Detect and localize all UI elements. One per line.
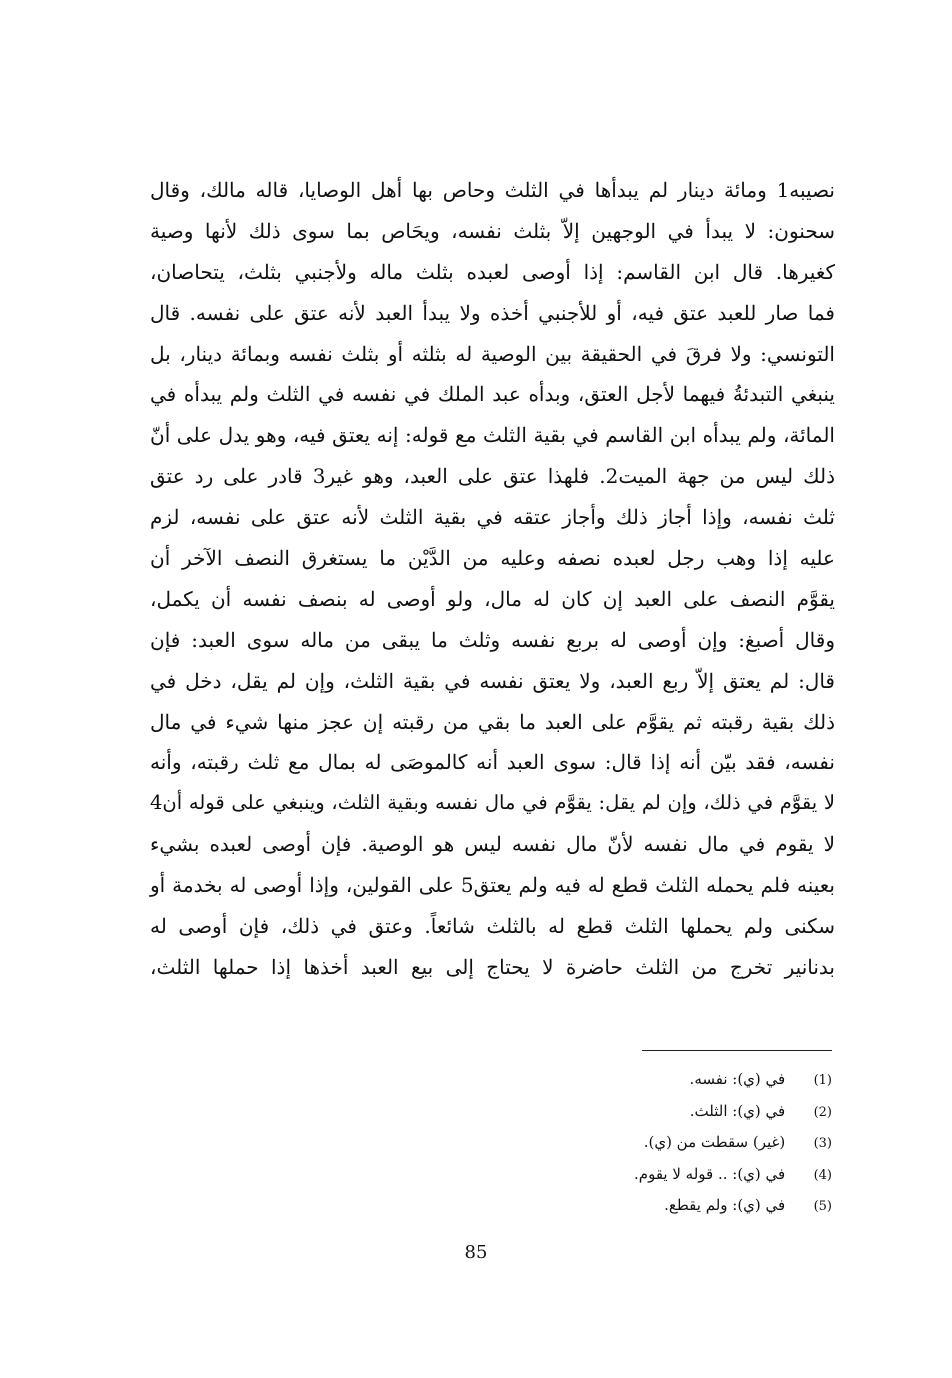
footnote-number: (5) [813,1199,832,1214]
text-line: قال: لم يعتق إلاّ ربع العبد، ولا يعتق نفسه في بقية الثلث، وإن لم يقل، دخل في [150,668,835,693]
text-line: يقوَّم النصف على العبد إن كان له مال، ولو أوصى له بنصف نفسه أن يكمل، [150,586,836,611]
footnote-item [520,1190,832,1222]
footnote-item [520,1159,832,1191]
footnote-text: في (ي): الثلث. [689,1101,786,1120]
text-line: المائة، ولم يبدأه ابن القاسم في بقية الثلث مع قوله: إنه يعتق فيه، وهو يدل على أنّ [150,423,835,448]
text-line: وقال أصبغ: وإن أوصى له بربع نفسه وثلث ما يبقى من ماله سوى العبد: فإن [150,627,835,652]
footnote-item [520,1064,832,1096]
text-line: نصيبه1 ومائة دينار لم يبدأها في الثلث وحاص بها أهل الوصايا، قاله مالك، وقال [150,178,835,202]
footnote-item [520,1127,832,1159]
footnotes-block [520,1064,832,1222]
text-line: فما صار للعبد عتق فيه، أو للأجنبي أخذه ولا يبدأ العبد لأنه عتق على نفسه. قال [150,300,835,325]
footnote-text: (غير) سقطت من (ي). [643,1133,786,1151]
footnote-item [520,1096,832,1128]
text-line: لا يقوم في مال نفسه لأنّ مال نفسه ليس هو الوصية. فإن أوصى لعبده بشيء [150,832,835,857]
text-line: سكنى ولم يحملها الثلث قطع له بالثلث شائعاً. وعتق في ذلك، فإن أوصى له [150,914,835,939]
text-line: لا يقوَّم في ذلك، وإن لم يقل: يقوَّم في مال نفسه وبقية الثلث، وينبغي على قوله أن4 [150,791,835,815]
footnote-text: في (ي): ولم يقطع. [664,1196,786,1214]
text-line: ينبغي التبدئةُ فيهما لأجل العتق، وبدأه عبد الملك في نفسه في الثلث ولم يبدأه في [150,382,835,407]
text-line: سحنون: لا يبدأ في الوجهين إلاّ بثلث نفسه، ويحَاص بما سوى ذلك لأنها وصية [150,218,835,243]
page-number: 85 [464,1242,488,1263]
text-line: ذلك ليس من جهة الميت2. فلهذا عتق على العبد، وهو غير3 قادر على رد عتق [150,464,835,489]
text-line: نفسه، فقد بيّن أنه إذا قال: سوى العبد أنه كالموصَى له بمال مع ثلث رقبته، وأنه [150,750,835,775]
footnote-separator [642,1050,832,1051]
text-line: عليه إذا وهب رجل لعبده نصفه وعليه من الدَّيْن ما يستغرق النصف الآخر أن [150,546,835,571]
footnote-text: في (ي): .. قوله لا يقوم. [634,1164,786,1183]
footnote-text: في (ي): نفسه. [689,1070,786,1088]
text-line: ثلث نفسه، وإذا أجاز ذلك وأجاز عتقه في بقية الثلث لأنه عتق على نفسه، لزم [150,505,835,530]
footnote-number: (2) [813,1104,832,1120]
footnote-number: (3) [813,1136,832,1151]
text-line: ذلك بقية رقبته ثم يقوَّم على العبد ما بقي من رقبته إن عجز منها شيء في مال [150,709,835,734]
text-line: كغيرها. قال ابن القاسم: إذا أوصى لعبده بثلث ماله ولأجنبي بثلث، يتحاصان، [150,259,835,284]
footnote-number: (1) [813,1073,832,1088]
text-line: بدنانير تخرج من الثلث حاضرة لا يحتاج إلى بيع العبد أخذها إذا حملها الثلث، [150,954,835,979]
main-text-block [150,170,835,988]
text-line: التونسي: ولا فرقَ في الحقيقة بين الوصية له بثلثه أو بثلث نفسه وبمائة دينار، بل [150,341,835,366]
text-line: بعينه فلم يحمله الثلث قطع له فيه ولم يعتق5 على القولين، وإذا أوصى له بخدمة أو [150,873,835,898]
footnote-number: (4) [813,1167,832,1183]
